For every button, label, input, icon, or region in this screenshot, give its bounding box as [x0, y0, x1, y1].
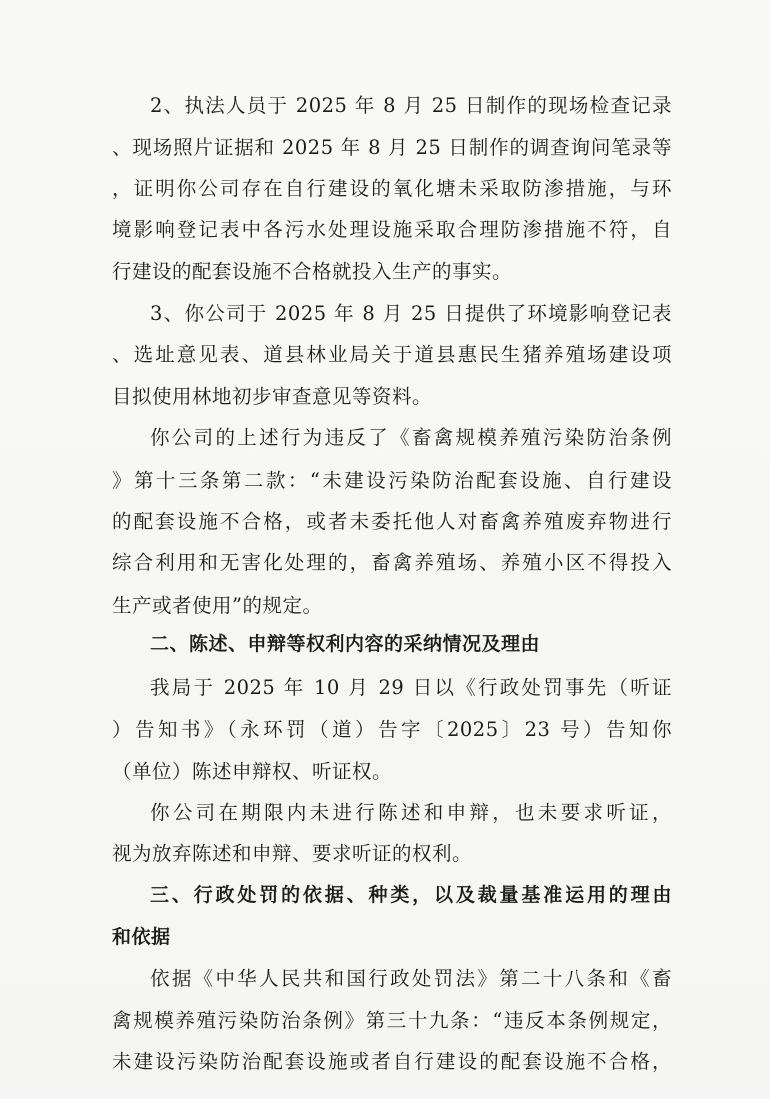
body-text-line: 未建设污染防治配套设施或者自行建设的配套设施不合格，	[112, 1050, 672, 1073]
section-heading-line: 三、行政处罚的依据、种类，以及裁量基准运用的理由	[150, 884, 672, 906]
body-text-line: 我局于 2025 年 10 月 29 日以《行政处罚事先（听证	[150, 676, 672, 699]
body-text-line: 视为放弃陈述和申辩、要求听证的权利。	[112, 842, 473, 865]
body-text-line: 的配套设施不合格，或者未委托他人对畜禽养殖废弃物进行	[112, 510, 672, 533]
body-text-line: 2、执法人员于 2025 年 8 月 25 日制作的现场检查记录	[150, 94, 672, 117]
body-text-line: 你公司的上述行为违反了《畜禽规模养殖污染防治条例	[150, 426, 672, 449]
body-text-line: 、选址意见表、道县林业局关于道县惠民生猪养殖场建设项	[112, 343, 672, 366]
body-text-line: ，证明你公司存在自行建设的氧化塘未采取防渗措施，与环	[112, 177, 672, 200]
body-text-line: 禽规模养殖污染防治条例》第三十九条：“违反本条例规定，	[112, 1009, 672, 1032]
body-text-line: 依据《中华人民共和国行政处罚法》第二十八条和《畜	[150, 967, 672, 990]
section-heading-line: 和依据	[112, 926, 171, 948]
body-text-line: 》第十三条第二款：“未建设污染防治配套设施、自行建设	[112, 469, 672, 492]
body-text-line: 综合利用和无害化处理的，畜禽养殖场、养殖小区不得投入	[112, 551, 672, 574]
body-text-line: 3、你公司于 2025 年 8 月 25 日提供了环境影响登记表	[150, 302, 672, 325]
body-text-line: 生产或者使用”的规定。	[112, 594, 323, 617]
body-text-line: （单位）陈述申辩权、听证权。	[112, 760, 393, 783]
section-heading-line: 二、陈述、申辩等权利内容的采纳情况及理由	[150, 633, 541, 655]
body-text-line: 行建设的配套设施不合格就投入生产的事实。	[112, 260, 513, 283]
body-text-line: 你公司在期限内未进行陈述和申辩，也未要求听证，	[150, 801, 672, 824]
body-text-line: 、现场照片证据和 2025 年 8 月 25 日制作的调查询问笔录等	[112, 136, 672, 159]
body-text-line: 目拟使用林地初步审查意见等资料。	[112, 385, 433, 408]
body-text-line: 境影响登记表中各污水处理设施采取合理防渗措施不符，自	[112, 218, 672, 241]
body-text-line: ）告知书》（永环罚（道）告字〔2025〕23 号）告知你	[112, 718, 672, 741]
